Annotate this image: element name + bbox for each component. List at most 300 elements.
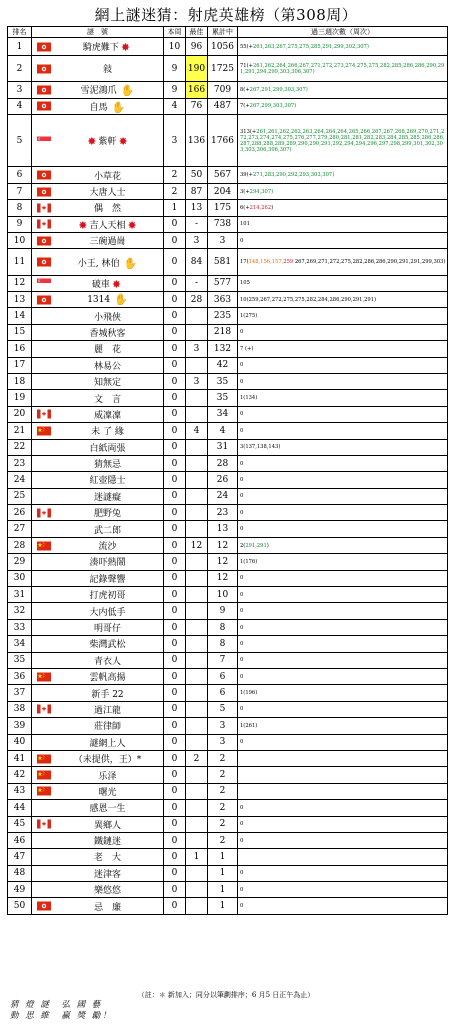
player-name	[32, 294, 163, 305]
history-cell	[238, 882, 448, 898]
rank-cell: 19	[8, 390, 32, 406]
player-name	[32, 752, 163, 765]
ca-flag-icon	[37, 220, 51, 229]
player-name-text: 記錄聲響	[89, 574, 126, 585]
name-cell	[32, 849, 164, 865]
week-score-cell: 0	[164, 488, 186, 504]
name-cell	[32, 423, 164, 439]
player-name-text: 曙光	[98, 787, 117, 798]
rank-cell: 26	[8, 505, 32, 521]
name-cell	[32, 38, 164, 56]
total-score-cell: 35	[208, 390, 238, 406]
week-score-cell: 0	[164, 652, 186, 668]
table-row	[8, 292, 448, 308]
rank-cell: 33	[8, 619, 32, 635]
history-cell	[238, 216, 448, 232]
player-name	[32, 310, 163, 323]
rank-cell: 46	[8, 832, 32, 848]
history-cell	[238, 652, 448, 668]
history-cell	[238, 865, 448, 881]
best-score-cell	[186, 882, 208, 898]
table-row	[8, 439, 448, 455]
week-score-cell: 0	[164, 390, 186, 406]
week-score-cell: 0	[164, 750, 186, 766]
total-score-cell: 35	[208, 373, 238, 389]
best-score-cell: 28	[186, 292, 208, 308]
history-segment: 303,306,307)	[279, 68, 315, 75]
week-score-cell: 9	[164, 82, 186, 98]
best-score-cell: 84	[186, 249, 208, 275]
player-name	[32, 654, 163, 667]
rank-cell: 43	[8, 783, 32, 799]
name-cell	[32, 800, 164, 816]
rank-cell: 50	[8, 898, 32, 914]
total-score-cell: 2	[208, 800, 238, 816]
table-row	[8, 800, 448, 816]
rank-cell: 3	[8, 82, 32, 98]
player-name	[32, 769, 163, 782]
week-score-cell: 0	[164, 685, 186, 701]
total-score-cell: 175	[208, 200, 238, 216]
history-cell	[238, 816, 448, 832]
name-cell	[32, 882, 164, 898]
player-name-text: 老 大	[93, 853, 121, 864]
player-name	[32, 900, 163, 913]
name-cell	[32, 636, 164, 652]
player-name	[32, 572, 163, 585]
sg-flag-icon	[37, 279, 51, 288]
name-cell	[32, 587, 164, 603]
history-segment: 261,261,262,262,263,264,264,264,265,266,267,267,268,269,270,271,272,273,274,274,275,276,277,279,280,281,281,282,283,284,285,285,286,286,287,288,288,289,289,290,290,291,292,294,294,296,297,298,299,	[240, 128, 445, 147]
history-cell	[238, 603, 448, 619]
history-cell	[238, 373, 448, 389]
week-score-cell: 0	[164, 718, 186, 734]
history-segment: 0	[240, 739, 244, 746]
rank-cell: 49	[8, 882, 32, 898]
star-icon: ✸	[87, 135, 97, 149]
name-cell	[32, 619, 164, 635]
total-score-cell: 3	[208, 718, 238, 734]
history-cell	[238, 423, 448, 439]
best-score-cell	[186, 652, 208, 668]
week-score-cell: 0	[164, 570, 186, 586]
total-score-cell: 204	[208, 183, 238, 199]
best-score-cell: 3	[186, 373, 208, 389]
total-score-cell: 12	[208, 537, 238, 553]
history-cell	[238, 668, 448, 684]
table-row	[8, 341, 448, 357]
history-segment: 0	[240, 870, 244, 877]
player-name-text: 文 言	[93, 394, 121, 405]
name-cell	[32, 406, 164, 422]
rank-cell: 31	[8, 587, 32, 603]
history-segment: 259	[283, 259, 294, 266]
history-cell	[238, 275, 448, 291]
week-score-cell: 0	[164, 636, 186, 652]
total-score-cell: 487	[208, 98, 238, 114]
history-cell	[238, 554, 448, 570]
leaderboard-table	[7, 26, 448, 915]
total-score-cell: 23	[208, 505, 238, 521]
table-header-row	[8, 27, 448, 38]
player-name	[32, 850, 163, 863]
history-segment: 0	[240, 837, 244, 844]
table-row	[8, 488, 448, 504]
best-score-cell	[186, 554, 208, 570]
player-name-text: 感恩一生	[89, 804, 126, 815]
name-cell	[32, 603, 164, 619]
ca-flag-icon	[37, 705, 51, 714]
history-segment: 0	[240, 509, 244, 516]
history-segment: 39(+	[240, 172, 253, 179]
total-score-cell: 8	[208, 636, 238, 652]
week-score-cell: 0	[164, 668, 186, 684]
table-row	[8, 636, 448, 652]
history-cell	[238, 898, 448, 914]
history-cell	[238, 341, 448, 357]
rank-cell: 41	[8, 750, 32, 766]
best-score-cell	[186, 505, 208, 521]
best-score-cell: -	[186, 275, 208, 291]
name-cell	[32, 832, 164, 848]
player-name-text: 三碗過崗	[89, 237, 126, 248]
week-score-cell: 0	[164, 406, 186, 422]
name-cell	[32, 216, 164, 232]
week-score-cell: 0	[164, 816, 186, 832]
history-segment: 267,269,271,272,275,282,286,286,290,291,291,299,303)	[293, 259, 446, 266]
history-cell	[238, 233, 448, 249]
player-name-text: 1314	[87, 295, 111, 306]
player-name	[32, 490, 163, 503]
player-name	[32, 736, 163, 749]
total-score-cell: 709	[208, 82, 238, 98]
history-segment: 1(261)	[240, 722, 258, 729]
table-row	[8, 603, 448, 619]
player-name-text: 青衣人	[93, 656, 121, 667]
history-segment: 303,307)	[310, 172, 335, 179]
history-cell	[238, 82, 448, 98]
history-segment: 302,307)	[345, 43, 369, 50]
history-cell	[238, 750, 448, 766]
total-score-cell: 26	[208, 472, 238, 488]
hand-icon: ✋	[120, 84, 135, 98]
rank-cell: 18	[8, 373, 32, 389]
week-score-cell: 0	[164, 521, 186, 537]
history-segment: 303,307)	[284, 86, 308, 93]
total-score-cell: 2	[208, 783, 238, 799]
total-score-cell: 1	[208, 882, 238, 898]
history-segment: 0	[240, 903, 244, 910]
history-segment: 3(137,138,143)	[240, 444, 281, 451]
history-cell	[238, 98, 448, 114]
player-name	[32, 621, 163, 634]
player-name-text: 樂悠悠	[93, 886, 121, 897]
cn-flag-icon	[37, 754, 51, 763]
player-name	[32, 441, 163, 454]
player-name-text: 大内低手	[89, 607, 126, 618]
header-history: 過三週次數（周次）	[238, 27, 448, 38]
player-name-text: 林易公	[93, 361, 121, 372]
hk-flag-icon	[37, 171, 51, 180]
slogan	[10, 1000, 113, 1022]
history-segment: 303,307)	[272, 103, 297, 110]
history-segment: 0	[240, 804, 244, 811]
name-cell	[32, 455, 164, 471]
best-score-cell	[186, 800, 208, 816]
history-segment: 0	[240, 591, 244, 598]
history-segment: 0	[240, 640, 244, 647]
name-cell	[32, 783, 164, 799]
player-name	[32, 588, 163, 601]
hk-flag-icon	[37, 236, 51, 245]
ca-flag-icon	[37, 508, 51, 517]
player-name	[32, 218, 163, 231]
player-name	[32, 473, 163, 486]
week-score-cell: 2	[164, 183, 186, 199]
table-row	[8, 200, 448, 216]
best-score-cell: 136	[186, 114, 208, 167]
rank-cell: 17	[8, 357, 32, 373]
history-segment: 10(259,267,272,275,275,282,284,286,290,291,291)	[240, 296, 377, 303]
player-name-text: 過江龍	[93, 705, 121, 716]
player-name	[32, 392, 163, 405]
history-cell	[238, 505, 448, 521]
star-icon: ✸	[120, 41, 131, 54]
total-score-cell: 7	[208, 652, 238, 668]
week-score-cell: 0	[164, 324, 186, 340]
name-cell	[32, 537, 164, 553]
total-score-cell: 12	[208, 554, 238, 570]
player-name	[32, 703, 163, 716]
total-score-cell: 1	[208, 849, 238, 865]
history-segment: 71(+	[240, 62, 253, 69]
history-cell	[238, 619, 448, 635]
history-segment: 8(+	[240, 86, 250, 93]
hk-flag-icon	[37, 187, 51, 196]
player-name-text: 威凜凜	[93, 410, 121, 421]
rank-cell: 38	[8, 701, 32, 717]
rank-cell: 1	[8, 38, 32, 56]
best-score-cell: 2	[186, 750, 208, 766]
footnote: （註：＊ 新加入；同分以筆劃排序；6 月5 日正午為止）	[137, 991, 315, 999]
page-title: 網上謎迷猜：射虎英雄榜（第308周）	[94, 6, 358, 24]
table-row	[8, 233, 448, 249]
rank-cell: 45	[8, 816, 32, 832]
name-cell	[32, 865, 164, 881]
week-score-cell: 0	[164, 455, 186, 471]
header-name: 謎 號	[32, 27, 164, 38]
best-score-cell	[186, 668, 208, 684]
table-row	[8, 56, 448, 82]
player-name-text: 迷謎癡	[93, 492, 121, 503]
total-score-cell: 1	[208, 865, 238, 881]
best-score-cell: 96	[186, 38, 208, 56]
player-name-text: 雪泥鴻爪	[80, 86, 117, 97]
week-score-cell: 0	[164, 373, 186, 389]
table-row	[8, 183, 448, 199]
best-score-cell	[186, 488, 208, 504]
rank-cell: 34	[8, 636, 32, 652]
player-name-text: 鐵鏈迷	[93, 837, 121, 848]
table-row	[8, 114, 448, 167]
slogan-line: 動 思 維 贏 獎 勵！	[10, 1011, 113, 1021]
best-score-cell	[186, 472, 208, 488]
name-cell	[32, 292, 164, 308]
player-name	[32, 62, 163, 75]
total-score-cell: 13	[208, 521, 238, 537]
rank-cell: 24	[8, 472, 32, 488]
table-row	[8, 587, 448, 603]
best-score-cell: 1	[186, 849, 208, 865]
week-score-cell: 0	[164, 882, 186, 898]
total-score-cell: 1	[208, 898, 238, 914]
name-cell	[32, 570, 164, 586]
week-score-cell: 0	[164, 308, 186, 324]
history-segment: 7(+	[240, 103, 250, 110]
rank-cell: 9	[8, 216, 32, 232]
best-score-cell: 50	[186, 167, 208, 183]
rank-cell: 48	[8, 865, 32, 881]
player-name	[32, 83, 163, 96]
table-row	[8, 619, 448, 635]
cn-flag-icon	[37, 787, 51, 796]
history-segment: 0	[240, 575, 244, 582]
slogan-line: 猜 燈 謎 弘 國 藝	[10, 1000, 103, 1010]
history-segment: 0	[240, 411, 244, 418]
total-score-cell: 28	[208, 455, 238, 471]
week-score-cell: 0	[164, 423, 186, 439]
table-row	[8, 406, 448, 422]
player-name-text: 柴灣武松	[89, 640, 126, 651]
ca-flag-icon	[37, 410, 51, 419]
table-row	[8, 832, 448, 848]
table-row	[8, 685, 448, 701]
table-row	[8, 472, 448, 488]
name-cell	[32, 554, 164, 570]
history-segment: 1(275)	[240, 313, 258, 320]
table-row	[8, 816, 448, 832]
sg-flag-icon	[37, 136, 51, 145]
table-row	[8, 324, 448, 340]
player-name-text: 武二郎	[93, 525, 121, 536]
history-cell	[238, 701, 448, 717]
best-score-cell	[186, 324, 208, 340]
name-cell	[32, 341, 164, 357]
table-row	[8, 882, 448, 898]
total-score-cell: 6	[208, 685, 238, 701]
rank-cell: 25	[8, 488, 32, 504]
hand-icon: ✋	[114, 293, 128, 307]
history-cell	[238, 472, 448, 488]
history-segment: 0	[240, 673, 244, 680]
best-score-cell	[186, 898, 208, 914]
week-score-cell: 0	[164, 554, 186, 570]
table-row	[8, 167, 448, 183]
player-name	[32, 342, 163, 355]
cn-flag-icon	[37, 672, 51, 681]
best-score-cell	[186, 685, 208, 701]
history-segment: 1(196)	[240, 690, 258, 697]
table-row	[8, 521, 448, 537]
table-row	[8, 38, 448, 56]
best-score-cell: 76	[186, 98, 208, 114]
ca-flag-icon	[37, 203, 51, 212]
rank-cell: 5	[8, 114, 32, 167]
player-name	[32, 801, 163, 814]
best-score-cell	[186, 816, 208, 832]
history-cell	[238, 767, 448, 783]
name-cell	[32, 652, 164, 668]
rank-cell: 23	[8, 455, 32, 471]
player-name-text: 破車	[91, 279, 110, 290]
table-row	[8, 668, 448, 684]
total-score-cell: 1725	[208, 56, 238, 82]
table-row	[8, 455, 448, 471]
week-score-cell: 0	[164, 537, 186, 553]
history-cell	[238, 357, 448, 373]
hand-icon: ✋	[123, 256, 138, 270]
rank-cell: 40	[8, 734, 32, 750]
table-row	[8, 423, 448, 439]
hk-flag-icon	[37, 85, 51, 94]
best-score-cell	[186, 455, 208, 471]
week-score-cell: 0	[164, 505, 186, 521]
best-score-cell: 12	[186, 537, 208, 553]
player-name-text: 謎網上人	[89, 738, 126, 749]
best-score-cell: 166	[186, 82, 208, 98]
week-score-cell: 2	[164, 167, 186, 183]
name-cell	[32, 898, 164, 914]
history-segment: 0	[240, 608, 244, 615]
name-cell	[32, 249, 164, 275]
total-score-cell: 31	[208, 439, 238, 455]
star-icon: ✸	[111, 277, 122, 291]
hk-flag-icon	[37, 295, 51, 304]
name-cell	[32, 488, 164, 504]
player-name-text: 自馬	[89, 102, 108, 113]
history-cell	[238, 488, 448, 504]
player-name-text: 吉人天相	[89, 220, 126, 231]
rank-cell: 14	[8, 308, 32, 324]
player-name-text: 新手 22	[91, 689, 124, 700]
history-segment: 0	[240, 427, 244, 434]
history-segment: 2(	[240, 542, 246, 549]
total-score-cell: 24	[208, 488, 238, 504]
history-segment: 6(+	[240, 204, 250, 211]
history-cell	[238, 167, 448, 183]
rank-cell: 28	[8, 537, 32, 553]
player-name	[32, 100, 163, 113]
total-score-cell: 235	[208, 308, 238, 324]
name-cell	[32, 98, 164, 114]
total-score-cell: 12	[208, 570, 238, 586]
cn-flag-icon	[37, 541, 51, 550]
rank-cell: 37	[8, 685, 32, 701]
table-row	[8, 652, 448, 668]
history-segment: 105	[240, 280, 250, 287]
week-score-cell: 4	[164, 98, 186, 114]
week-score-cell: 1	[164, 200, 186, 216]
rank-cell: 7	[8, 183, 32, 199]
history-segment: 0	[240, 329, 244, 336]
rank-cell: 13	[8, 292, 32, 308]
player-name	[32, 785, 163, 798]
rank-cell: 4	[8, 98, 32, 114]
history-cell	[238, 38, 448, 56]
rank-cell: 15	[8, 324, 32, 340]
table-row	[8, 308, 448, 324]
rank-cell: 8	[8, 200, 32, 216]
